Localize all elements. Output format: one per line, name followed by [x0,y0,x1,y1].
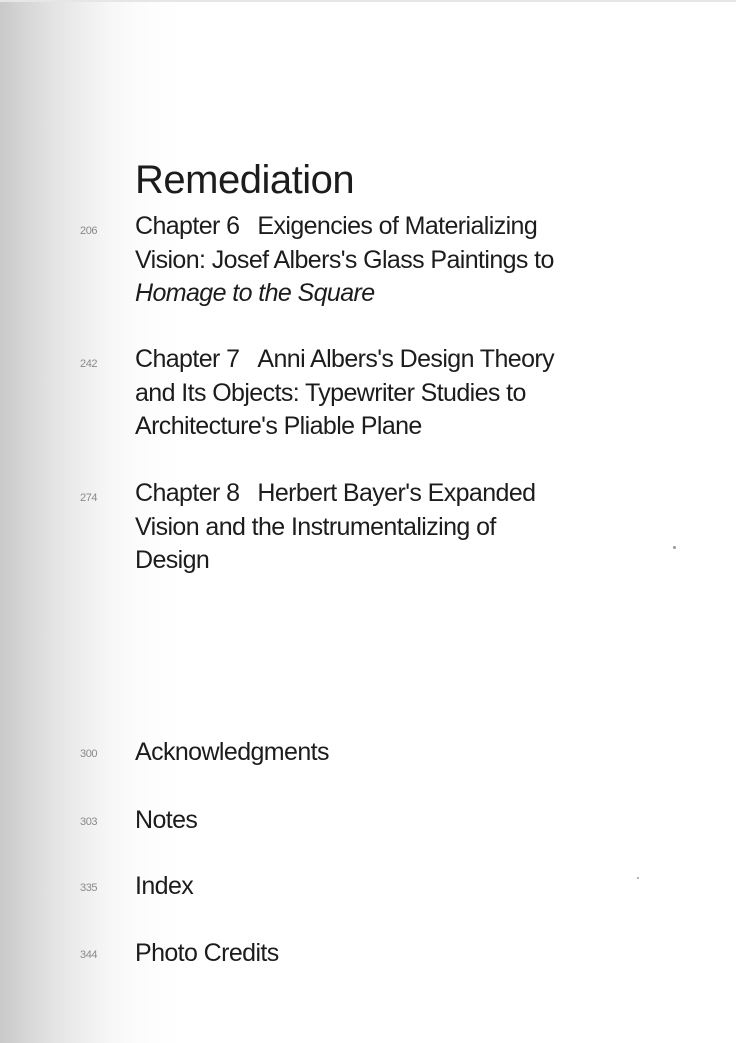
chapter-title-line: Exigencies of Materializing [257,212,538,240]
page-number: 335 [80,882,98,894]
chapter-title-line: Herbert Bayer's Expanded [257,479,536,507]
page-number: 206 [80,225,98,237]
chapter-title-line: Architecture's Pliable Plane [135,412,422,440]
scan-speck [637,877,639,879]
chapter-label: Chapter 6 [135,212,240,240]
chapter-title-line: and Its Objects: Typewriter Studies to [135,378,526,407]
back-matter-title: Photo Credits [135,939,279,967]
chapter-title-line: Anni Albers's Design Theory [257,345,554,373]
back-matter-title: Acknowledgments [135,738,329,766]
back-matter-title: Notes [135,806,198,834]
chapter-title [135,343,595,444]
chapter-label: Chapter 7 [135,345,240,373]
back-matter-title: Index [135,872,194,900]
page-number: 344 [80,949,98,961]
chapter-title [135,210,595,311]
page-number: 242 [80,358,98,370]
page-number: 274 [80,492,98,504]
scan-speck [673,546,676,549]
chapter-title-italic: Homage to the Square [135,279,375,307]
chapter-title-line: Design [135,546,210,574]
page-number: 303 [80,816,98,828]
chapter-label: Chapter 8 [135,479,240,507]
section-title: Remediation [135,158,355,202]
chapter-title-line: Vision and the Instrumentalizing of [135,512,496,541]
page-top-edge [0,0,736,2]
chapter-title [135,477,595,578]
page-number: 300 [80,748,98,760]
chapter-title-line: Vision: Josef Albers's Glass Paintings to [135,245,554,274]
